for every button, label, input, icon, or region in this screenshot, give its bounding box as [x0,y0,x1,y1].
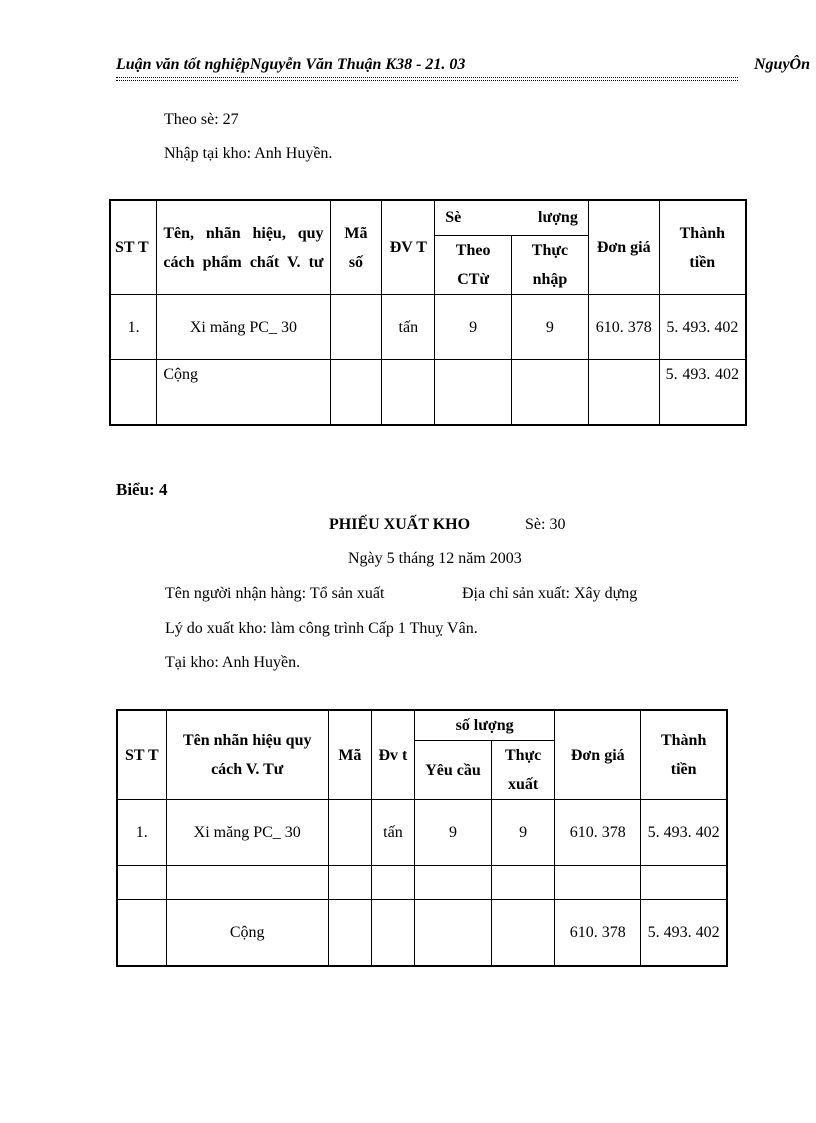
form-title: PHIẾU XUẤT KHO [329,516,471,533]
table-row [110,295,746,360]
cell-ten: Xi măng PC_ 30 [157,295,330,360]
form-receiver: Tên người nhận hàng: Tổ sản xuất [165,585,385,602]
receipt-table [109,199,747,426]
cell-ma [328,800,371,866]
form-address: Địa chỉ sản xuất: Xây dựng [462,585,638,602]
cell-thuc-nhap: 9 [512,295,589,360]
header-left-text: Luận văn tốt nghiệpNguyễn Văn Thuận K38 - 21. 03 [116,56,466,73]
form-number: Sè: 30 [525,516,566,533]
form-reason: Lý do xuất kho: làm công trình Cấp 1 Thuỵ Vân. [165,620,478,637]
col-ten: Tên, nhãn hiệu, quy cách phẩm chất V. tư [157,200,330,295]
total-don-gia: 610. 378 [555,900,641,966]
cell-empty [371,866,414,900]
cell-ma-so [330,295,382,360]
cell-empty [492,866,555,900]
cell-total-empty [382,360,435,425]
issue-table [116,709,728,967]
cell-total-empty [414,900,491,966]
cell-don-gia: 610. 378 [555,800,641,866]
col-dvt: Đv t [371,710,414,800]
cell-total-empty [492,900,555,966]
cell-theo-ctu: 9 [435,295,512,360]
receipt-warehouse: Nhập tại kho: Anh Huyền. [164,145,333,162]
col-don-gia: Đơn giá [555,710,641,800]
cell-empty [166,866,328,900]
cell-stt: 1. [110,295,157,360]
col-so-luong: Sè lượng [435,200,589,236]
cell-total-empty [512,360,589,425]
cell-empty [555,866,641,900]
issue-empty-row [117,866,727,900]
header-divider [116,77,738,81]
cell-total-empty [330,360,382,425]
cell-don-gia: 610. 378 [588,295,659,360]
col-thuc-nhap: Thực nhập [512,236,589,295]
cell-thanh-tien: 5. 493. 402 [641,800,727,866]
form-date: Ngày 5 tháng 12 năm 2003 [348,550,522,567]
cell-dvt: tấn [382,295,435,360]
col-thanh-tien: Thành tiền [659,200,746,295]
cell-empty [328,866,371,900]
col-thanh-tien: Thành tiền [641,710,727,800]
col-ma: Mã [328,710,371,800]
cell-thanh-tien: 5. 493. 402 [659,295,746,360]
receipt-total-row [110,360,746,425]
total-label: Cộng [166,900,328,966]
issue-total-row [117,900,727,966]
col-stt: ST T [110,200,157,295]
form-warehouse: Tại kho: Anh Huyền. [165,654,301,671]
cell-stt: 1. [117,800,166,866]
col-so-luong: số lượng [414,710,554,741]
total-thanh-tien: 5. 493. 402 [659,360,746,425]
col-stt: ST T [117,710,166,800]
col-yeu-cau: Yêu cầu [414,741,491,800]
col-dvt: ĐV T [382,200,435,295]
form-label: Biểu: 4 [116,480,168,499]
cell-empty [641,866,727,900]
header-right-text: NguyÔn [754,56,811,73]
receipt-number: Theo sè: 27 [164,111,239,128]
issue-header-row [117,710,727,741]
col-ma-so: Mã số [330,200,382,295]
total-thanh-tien: 5. 493. 402 [641,900,727,966]
col-don-gia: Đơn giá [588,200,659,295]
col-theo-ctu: Theo CTừ [435,236,512,295]
cell-empty [414,866,491,900]
cell-total-empty [588,360,659,425]
col-thuc-xuat: Thực xuất [492,741,555,800]
cell-thuc-xuat: 9 [492,800,555,866]
table-row [117,800,727,866]
cell-dvt: tấn [371,800,414,866]
cell-empty [117,866,166,900]
cell-total-empty [371,900,414,966]
cell-yeu-cau: 9 [414,800,491,866]
cell-total-empty [328,900,371,966]
cell-total-stt [110,360,157,425]
col-ten: Tên nhãn hiệu quy cách V. Tư [166,710,328,800]
cell-total-stt [117,900,166,966]
cell-total-empty [435,360,512,425]
cell-ten: Xi măng PC_ 30 [166,800,328,866]
receipt-header-row [110,200,746,236]
total-label: Cộng [157,360,330,425]
